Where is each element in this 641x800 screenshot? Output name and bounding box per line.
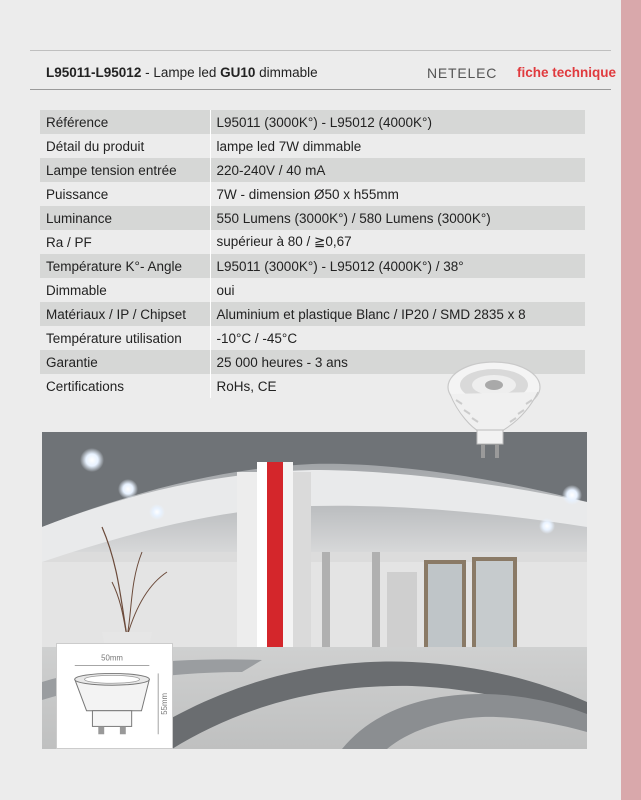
- spec-value: RoHs, CE: [210, 374, 585, 398]
- spec-row: [40, 158, 585, 182]
- spec-label: Dimmable: [40, 278, 210, 302]
- reference-code: L95011-L95012: [46, 65, 142, 80]
- spec-label: Certifications: [40, 374, 210, 398]
- spec-value: 550 Lumens (3000K°) / 580 Lumens (3000K°): [210, 206, 585, 230]
- brand-name: NETELEC: [427, 65, 498, 81]
- document-title: [46, 65, 318, 80]
- spec-row: [40, 254, 585, 278]
- spec-label: Ra / PF: [40, 230, 210, 254]
- spec-label: Garantie: [40, 350, 210, 374]
- spec-label: Référence: [40, 110, 210, 134]
- spec-label: Température utilisation: [40, 326, 210, 350]
- spec-label: Lampe tension entrée: [40, 158, 210, 182]
- spec-row: [40, 206, 585, 230]
- spec-row: [40, 278, 585, 302]
- title-socket: GU10: [220, 65, 256, 80]
- spec-label: Détail du produit: [40, 134, 210, 158]
- document-header: [30, 50, 617, 90]
- spec-value: Aluminium et plastique Blanc / IP20 / SMD 2835 x 8: [210, 302, 585, 326]
- spec-value: 7W - dimension Ø50 x h55mm: [210, 182, 585, 206]
- product-image: [422, 352, 542, 464]
- dimension-height-label: 55mm: [159, 692, 169, 715]
- spec-label: Puissance: [40, 182, 210, 206]
- spec-value: 220-240V / 40 mA: [210, 158, 585, 182]
- spec-value: supérieur à 80 / ≧0,67: [210, 230, 585, 254]
- spec-value: 25 000 heures - 3 ans: [210, 350, 585, 374]
- dimension-width-label: 50mm: [101, 653, 123, 663]
- spec-value: oui: [210, 278, 585, 302]
- spec-label: Matériaux / IP / Chipset: [40, 302, 210, 326]
- spec-row: [40, 134, 585, 158]
- dimension-diagram: [56, 643, 173, 749]
- spec-value: L95011 (3000K°) - L95012 (4000K°) / 38°: [210, 254, 585, 278]
- spec-value: lampe led 7W dimmable: [210, 134, 585, 158]
- spec-value: L95011 (3000K°) - L95012 (4000K°): [210, 110, 585, 134]
- title-text: - Lampe led: [141, 65, 221, 80]
- spec-label: Luminance: [40, 206, 210, 230]
- side-accent-bar: [621, 0, 641, 800]
- document-type-label: fiche technique: [517, 65, 617, 80]
- spec-row: [40, 326, 585, 350]
- spec-row: [40, 182, 585, 206]
- spec-value: -10°C / -45°C: [210, 326, 585, 350]
- spec-label: Température K°- Angle: [40, 254, 210, 278]
- title-suffix: dimmable: [255, 65, 318, 80]
- spec-row: [40, 110, 585, 134]
- spec-row: [40, 230, 585, 254]
- spec-row: [40, 302, 585, 326]
